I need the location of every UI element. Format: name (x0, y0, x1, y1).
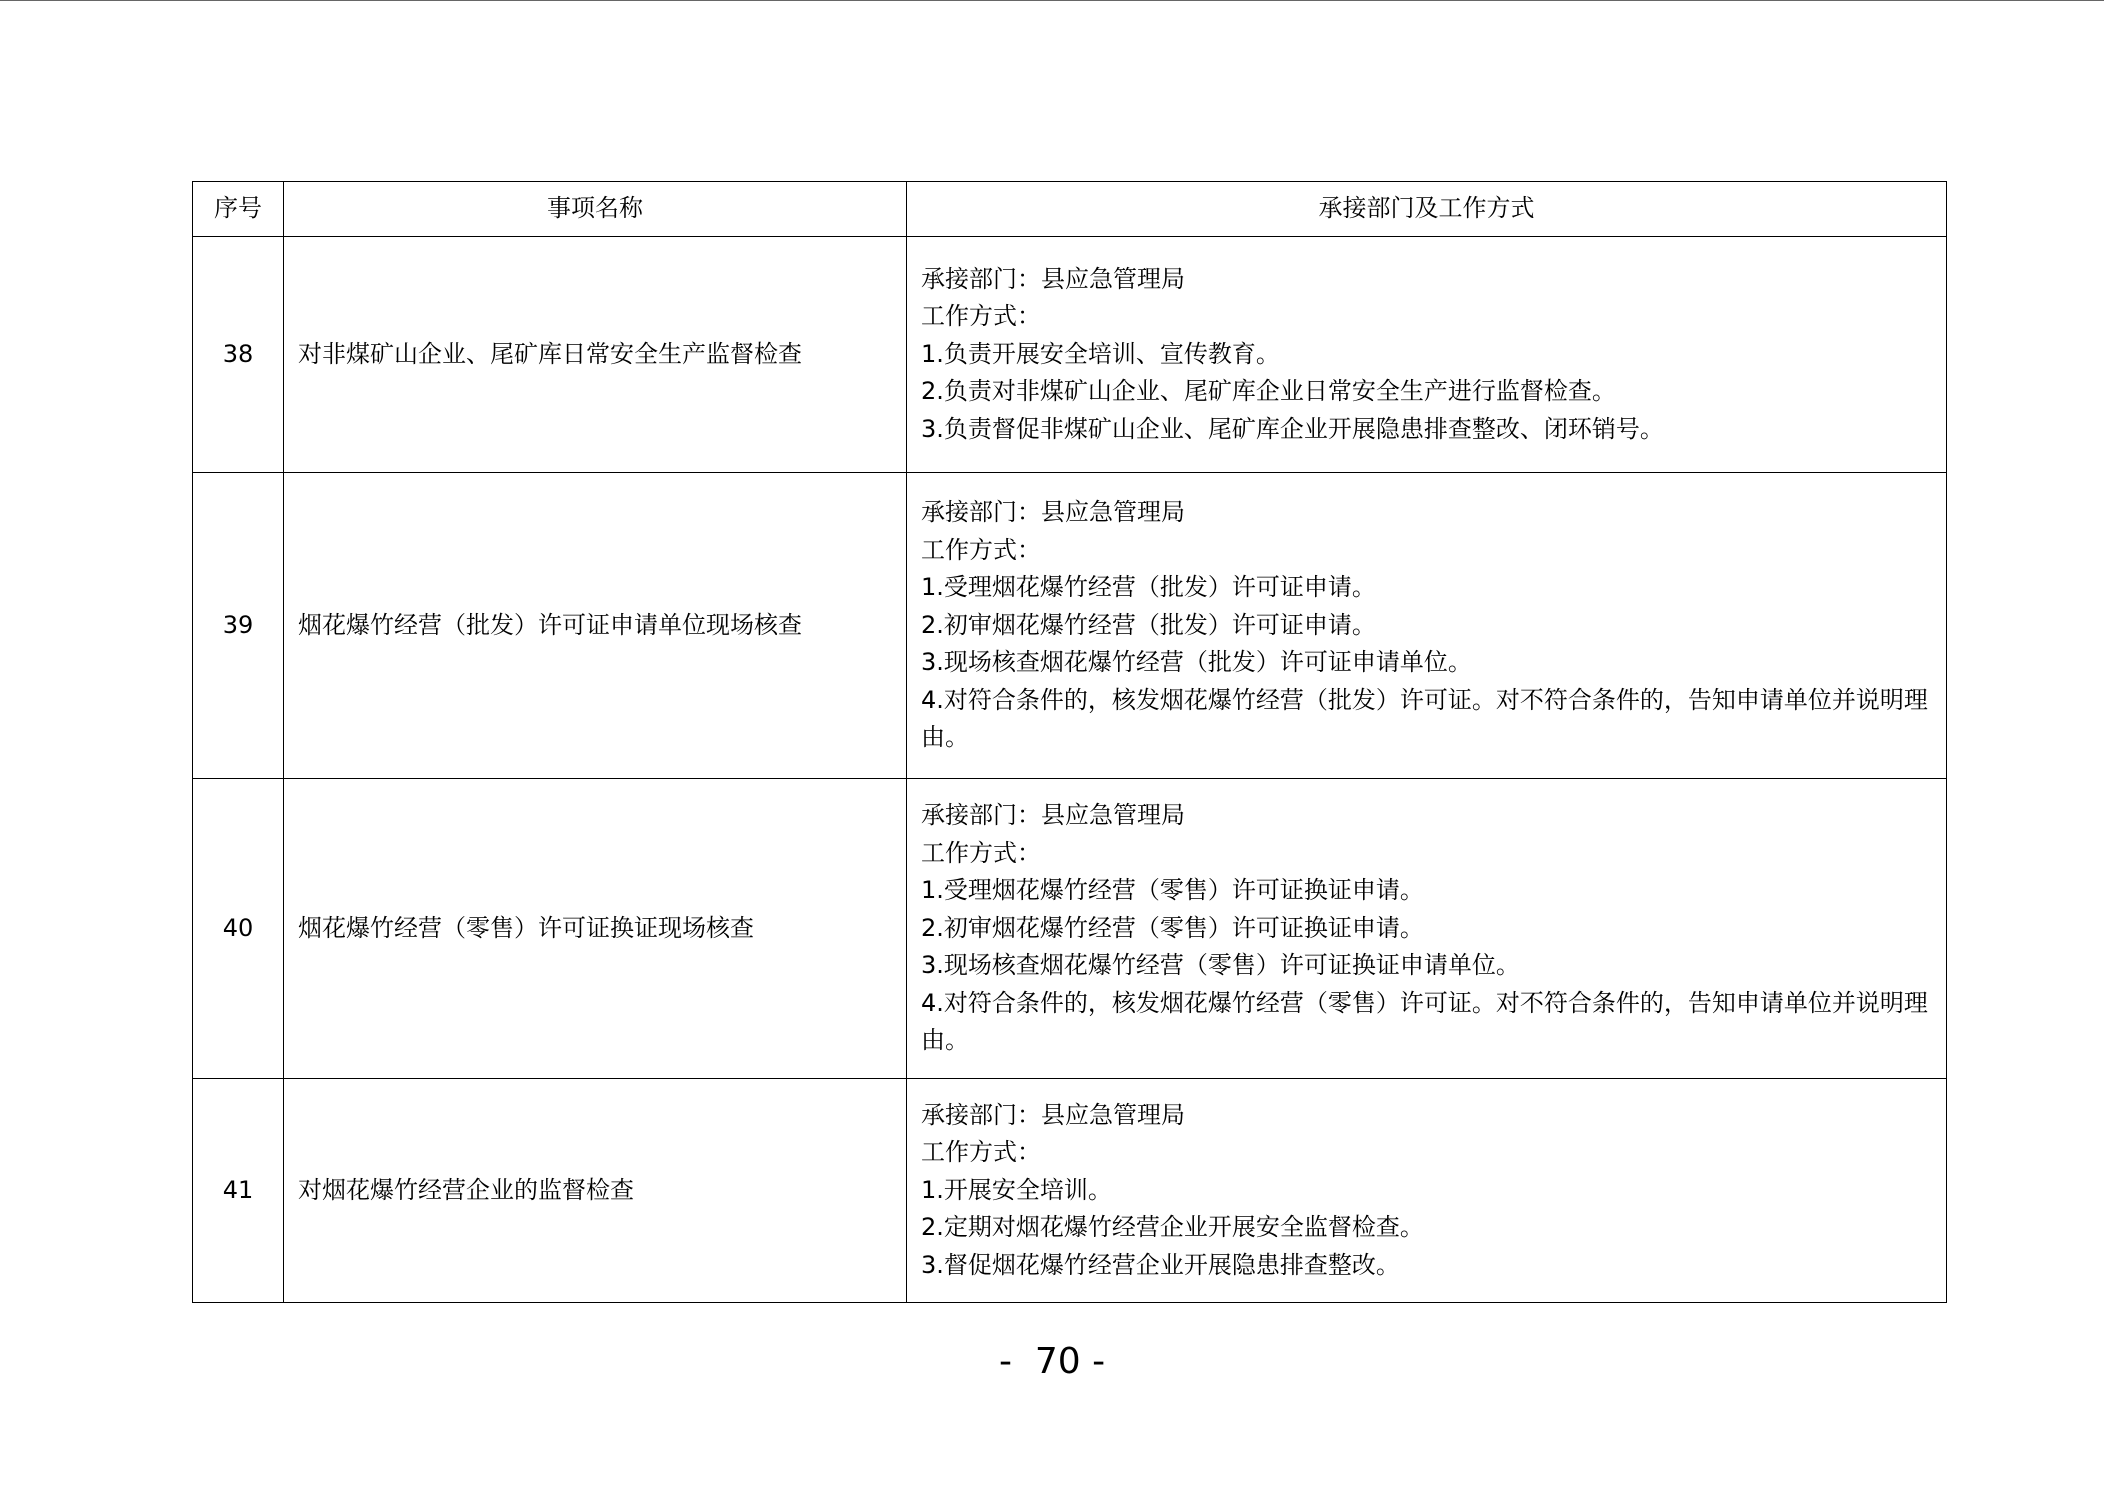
work-method-line: 1.负责开展安全培训、宣传教育。 (921, 339, 1280, 368)
row-work-method (907, 1078, 1947, 1303)
row-serial-number: 39 (193, 473, 284, 779)
row-work-method (907, 473, 1947, 779)
row-item-name: 烟花爆竹经营（零售）许可证换证现场核查 (284, 779, 907, 1079)
work-method-line: 1.受理烟花爆竹经营（零售）许可证换证申请。 (921, 876, 1424, 904)
row-work-method (907, 237, 1947, 473)
page-top-border (0, 0, 2104, 1)
work-method-line: 工作方式： (921, 535, 1041, 564)
work-method-line: 2.初审烟花爆竹经营（零售）许可证换证申请。 (921, 913, 1424, 942)
header-serial-number: 序号 (193, 182, 284, 237)
row-item-name: 烟花爆竹经营（批发）许可证申请单位现场核查 (284, 473, 907, 779)
header-item-name: 事项名称 (284, 182, 907, 237)
work-method-line: 承接部门：县应急管理局 (921, 1100, 1185, 1129)
work-method-line: 工作方式： (921, 838, 1041, 867)
table-header-row (193, 182, 1947, 237)
work-method-line: 2.定期对烟花爆竹经营企业开展安全监督检查。 (921, 1213, 1424, 1241)
row-work-method (907, 779, 1947, 1079)
work-method-line: 1.开展安全培训。 (921, 1175, 1112, 1204)
work-method-line: 承接部门：县应急管理局 (921, 264, 1185, 293)
table-row (193, 779, 1947, 1079)
row-serial-number: 38 (193, 237, 284, 473)
work-method-line: 3.负责督促非煤矿山企业、尾矿库企业开展隐患排查整改、闭环销号。 (921, 414, 1664, 443)
work-method-line: 2.负责对非煤矿山企业、尾矿库企业日常安全生产进行监督检查。 (921, 377, 1616, 406)
table-row (193, 473, 1947, 779)
work-method-line: 4.对符合条件的，核发烟花爆竹经营（零售）许可证。对不符合条件的，告知申请单位并说明理由。 (921, 988, 1928, 1054)
work-method-line: 3.现场核查烟花爆竹经营（批发）许可证申请单位。 (921, 648, 1472, 677)
work-method-line: 3.现场核查烟花爆竹经营（零售）许可证换证申请单位。 (921, 951, 1520, 979)
row-serial-number: 41 (193, 1078, 284, 1303)
work-method-line: 3.督促烟花爆竹经营企业开展隐患排查整改。 (921, 1250, 1400, 1279)
work-method-line: 工作方式： (921, 1138, 1041, 1166)
work-method-line: 工作方式： (921, 302, 1041, 331)
work-method-line: 承接部门：县应急管理局 (921, 498, 1185, 527)
header-department-and-method: 承接部门及工作方式 (907, 182, 1947, 237)
row-item-name: 对非煤矿山企业、尾矿库日常安全生产监督检查 (284, 237, 907, 473)
table-row (193, 237, 1947, 473)
work-method-line: 4.对符合条件的，核发烟花爆竹经营（批发）许可证。对不符合条件的，告知申请单位并说明理由。 (921, 685, 1928, 752)
responsibility-table (192, 181, 1947, 1303)
work-method-line: 1.受理烟花爆竹经营（批发）许可证申请。 (921, 573, 1376, 602)
page-number: - 70 - (998, 1341, 1106, 1382)
table-row (193, 1078, 1947, 1303)
row-item-name: 对烟花爆竹经营企业的监督检查 (284, 1078, 907, 1303)
row-serial-number: 40 (193, 779, 284, 1079)
work-method-line: 2.初审烟花爆竹经营（批发）许可证申请。 (921, 610, 1376, 639)
work-method-line: 承接部门：县应急管理局 (921, 801, 1185, 829)
